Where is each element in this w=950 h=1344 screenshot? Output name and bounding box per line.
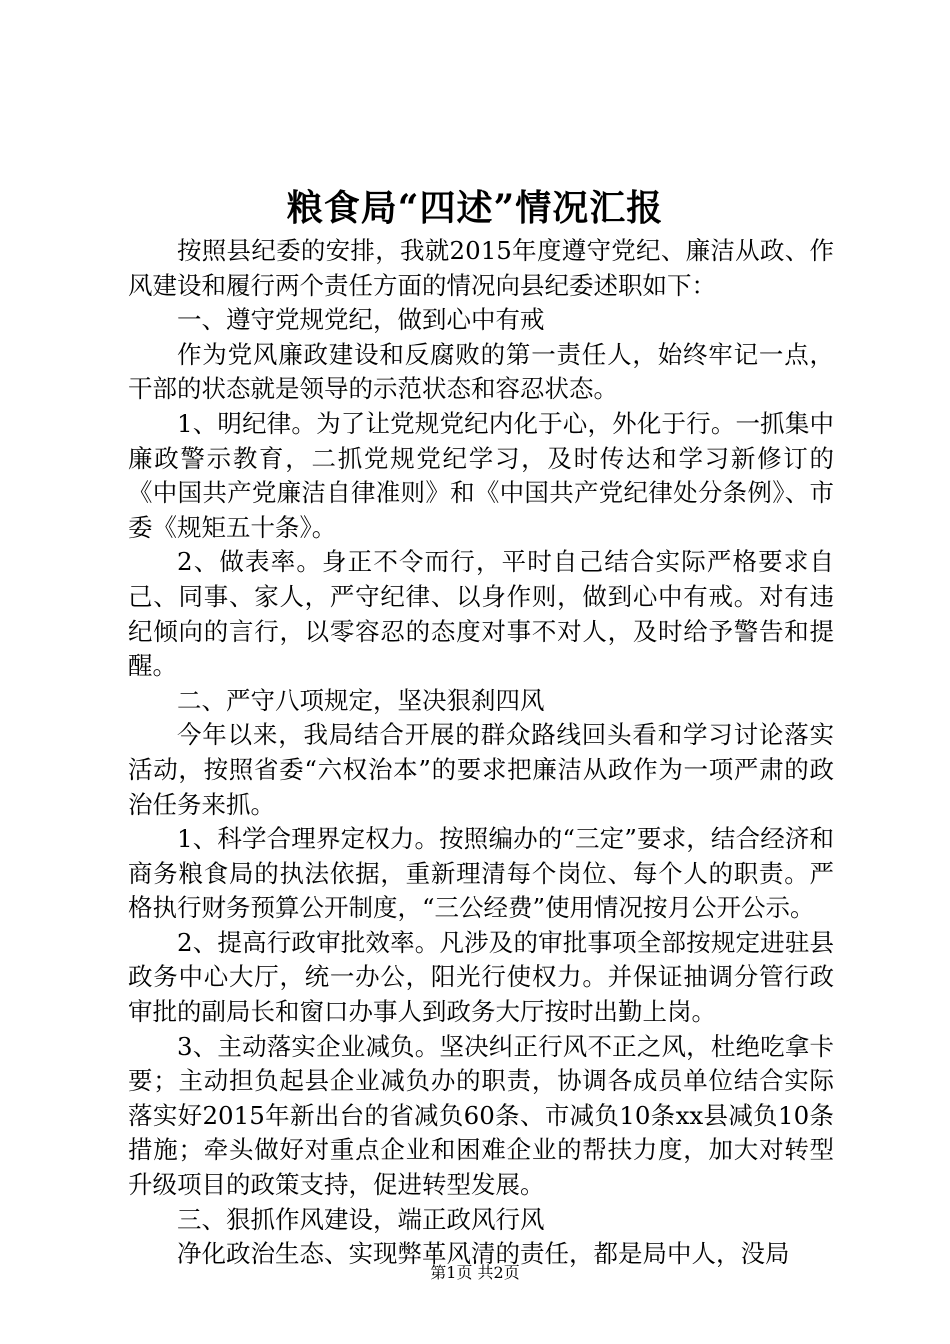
section-heading: 二、严守八项规定，坚决狠刹四风 xyxy=(177,685,545,715)
paragraph: 按照县纪委的安排，我就2015年度遵守党纪、廉洁从政、作风建设和履行两个责任方面的情况向县纪委述职如下： xyxy=(128,236,834,300)
section-heading: 一、遵守党规党纪，做到心中有戒 xyxy=(177,305,545,335)
paragraph: 作为党风廉政建设和反腐败的第一责任人，始终牢记一点，干部的状态就是领导的示范状态和容忍状态。 xyxy=(128,339,834,404)
paragraph: 2、提高行政审批效率。凡涉及的审批事项全部按规定进驻县政务中心大厅，统一办公，阳光行使权力。并保证抽调分管行政审批的副局长和窗口办事人到政务大厅按时出勤上岗。 xyxy=(128,927,834,1027)
paragraph: 3、主动落实企业减负。坚决纠正行风不正之风，杜绝吃拿卡要；主动担负起县企业减负办的职责，协调各成员单位结合实际落实好2015年新出台的省减负60条、市减负10条xx县减负10条措施；牵头做好对重点企业和困难企业的帮扶力度，加大对转型升级项目的政策支持，促进转型发展。 xyxy=(128,1031,834,1200)
section-heading: 三、狠抓作风建设，端正政风行风 xyxy=(177,1204,545,1234)
document-title: 粮食局“四述”情况汇报 xyxy=(286,187,664,229)
paragraph: 1、明纪律。为了让党规党纪内化于心，外化于行。一抓集中廉政警示教育，二抓党规党纪学习，及时传达和学习新修订的《中国共产党廉洁自律准则》和《中国共产党纪律处分条例》、市委《规矩五十条》。 xyxy=(128,408,834,542)
document-body xyxy=(128,234,834,1272)
paragraph: 2、做表率。身正不令而行，平时自己结合实际严格要求自己、同事、家人，严守纪律、以身作则，做到心中有戒。对有违纪倾向的言行，以零容忍的态度对事不对人，及时给予警告和提醒。 xyxy=(128,547,834,681)
paragraph: 1、科学合理界定权力。按照编办的“三定”要求，结合经济和商务粮食局的执法依据，重新理清每个岗位、每个人的职责。严格执行财务预算公开制度，“三公经费”使用情况按月公开公示。 xyxy=(128,824,834,923)
paragraph: 今年以来，我局结合开展的群众路线回头看和学习讨论落实活动，按照省委“六权治本”的要求把廉洁从政作为一项严肃的政治任务来抓。 xyxy=(128,720,834,819)
page-footer: 第1页 共2页 xyxy=(430,1263,520,1282)
paragraph: 净化政治生态、实现弊革风清的责任，都是局中人，没局 xyxy=(177,1239,790,1269)
